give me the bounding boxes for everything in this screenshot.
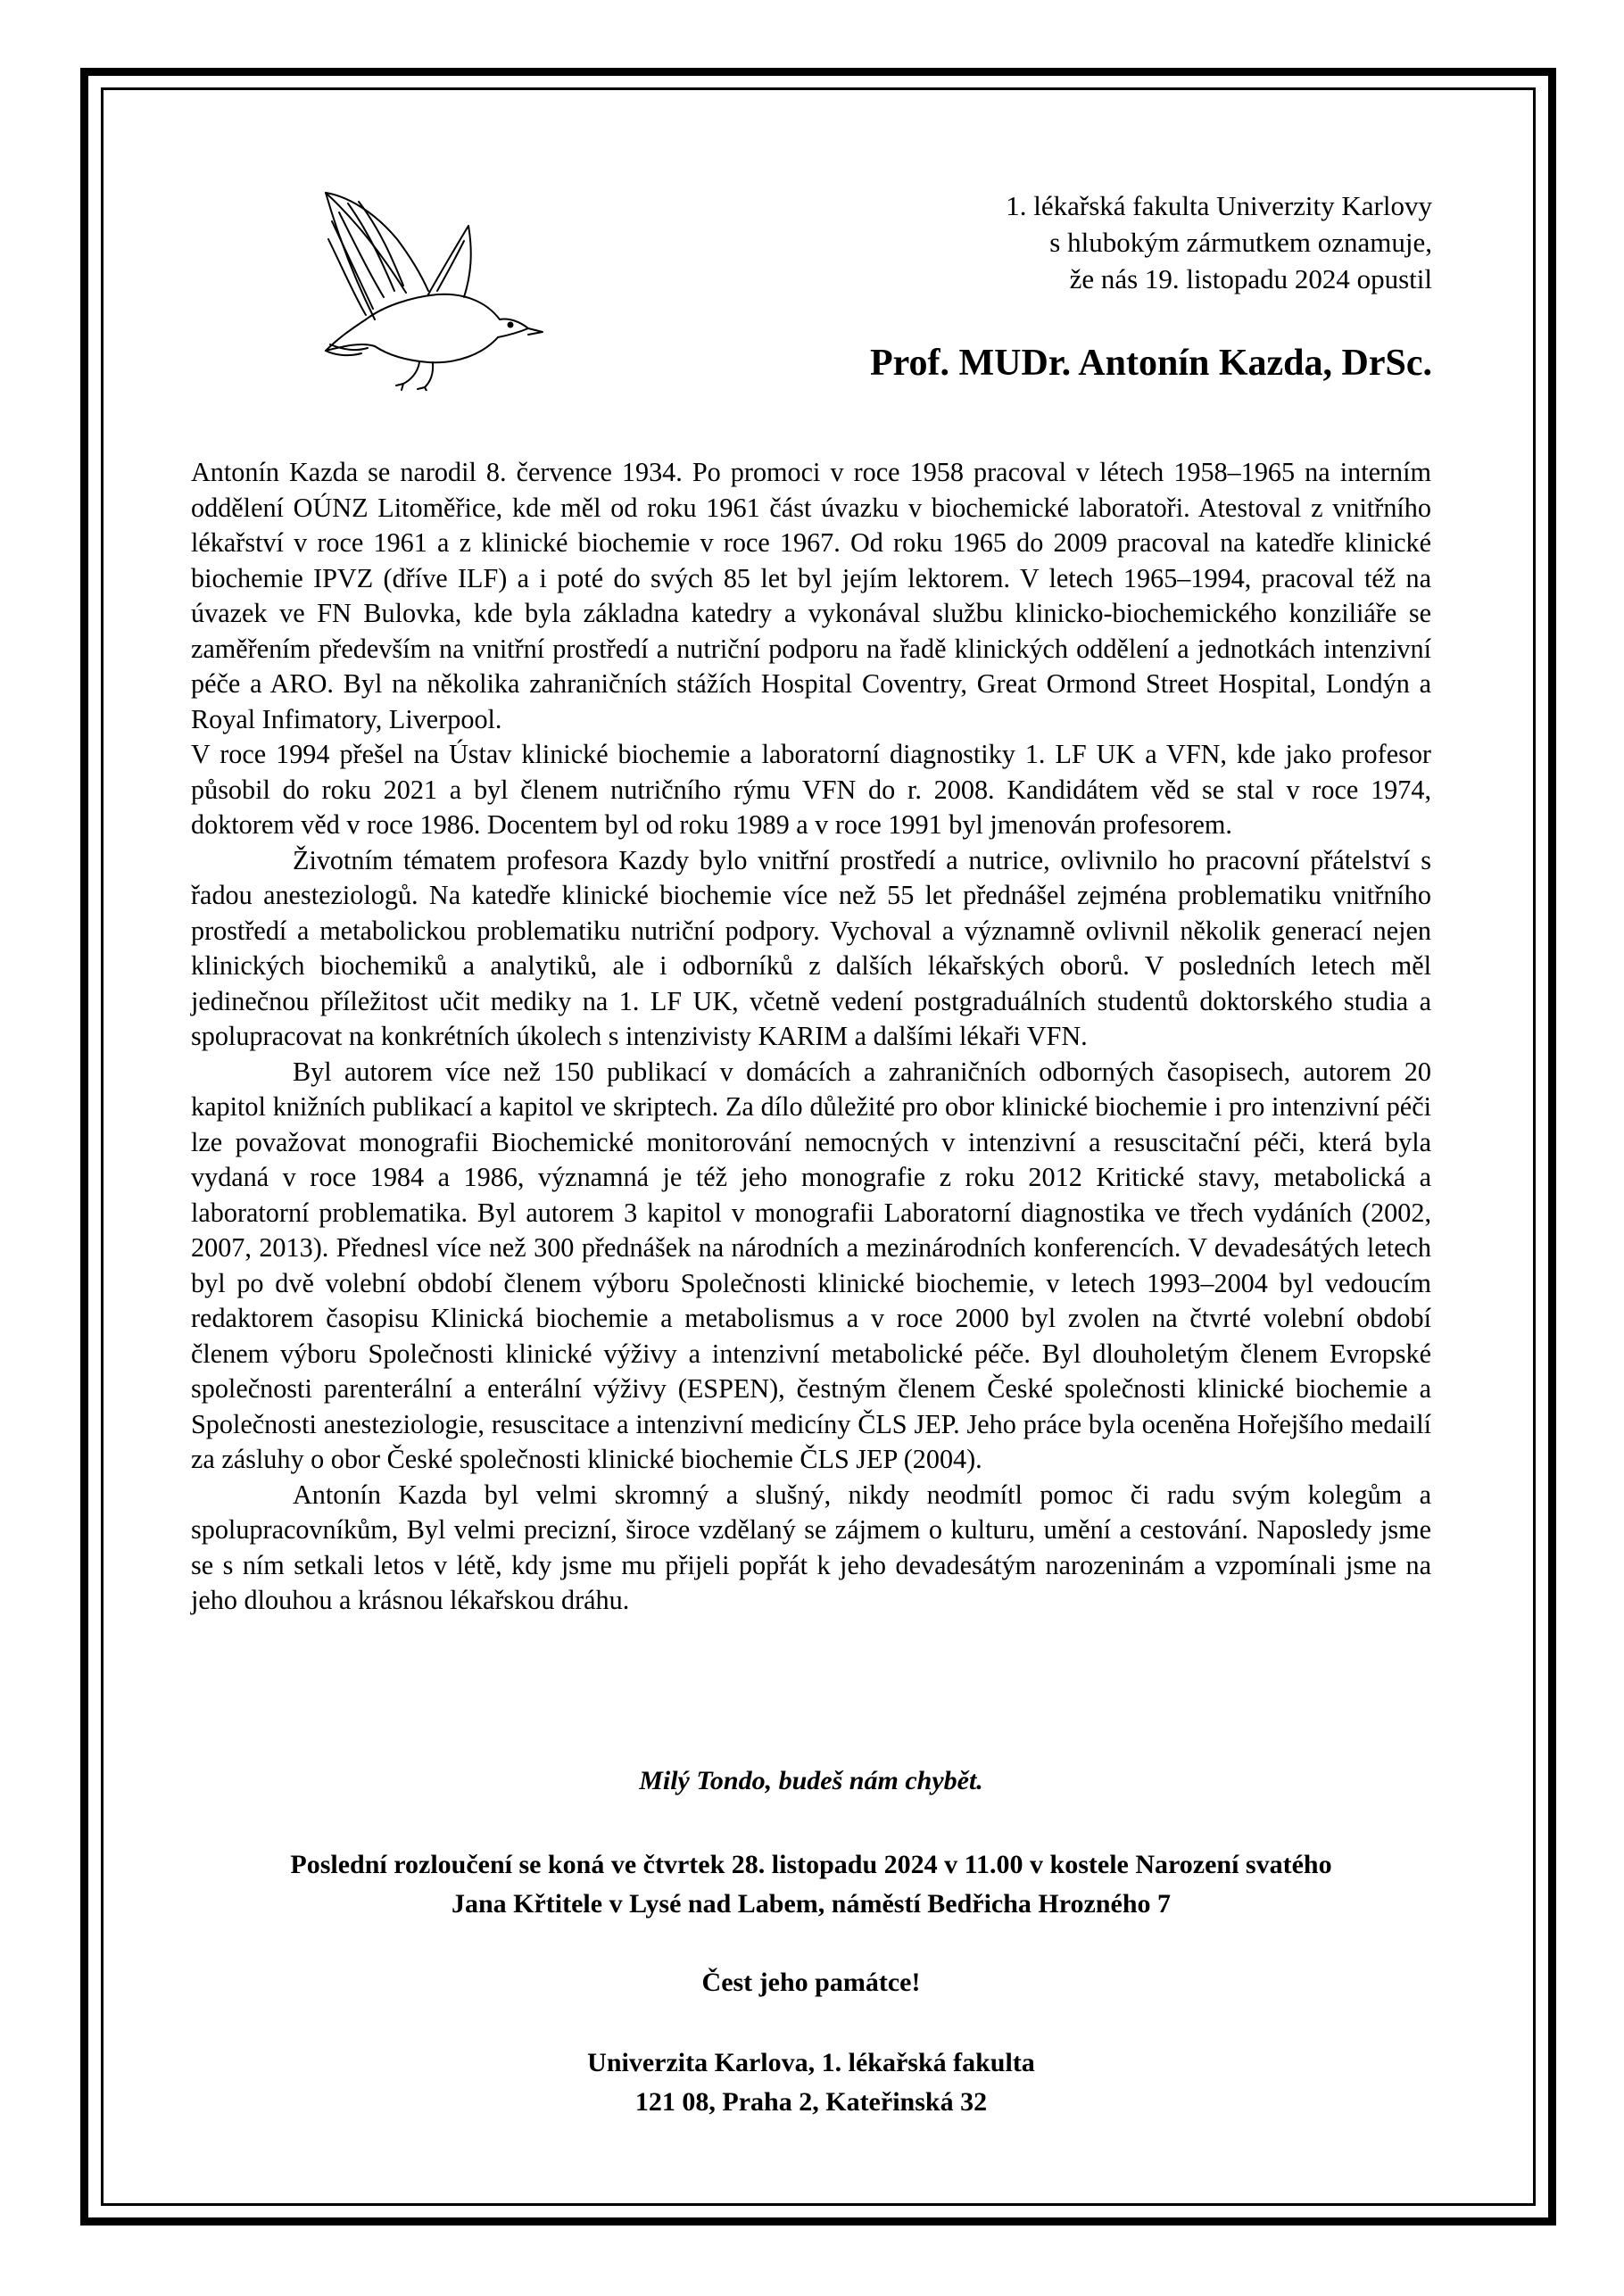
- dove-icon: [321, 186, 553, 391]
- obituary-body: [191, 455, 1431, 1619]
- funeral-info-line-1: Poslední rozloučení se koná ve čtvrtek 28. listopadu 2024 v 11.00 v kostele Narození svatého: [290, 1850, 1332, 1879]
- paragraph-publications: Byl autorem více než 150 publikací v domácích a zahraničních odborných časopisech, autorem 20 kapitol knižních publikací a kapitol ve skriptech. Za dílo důležité pro obor klinické biochemie i pro intenzivní péči lze považovat monografii Biochemické monitorování nemocných v intenzivní a resuscitační péči, která byla vydaná v roce 1984 a 1986, významná je též jeho monografie z roku 2012 Kritické stavy, metabolická a laboratorní problematika. Byl autorem 3 kapitol v monografii Laboratorní diagnostika ve třech vydáních (2002, 2007, 2013). Přednesl více než 300 přednášek na národních a mezinárodních konferencích. V devadesátých letech byl po dvě volební období členem výboru Společnosti klinické biochemie, v letech 1993–2004 byl vedoucím redaktorem časopisu Klinická biochemie a metabolismus a v roce 2000 byl zvolen na čtvrté volební období členem výboru Společnosti klinické výživy a intenzivní metabolické péče. Byl dlouholetým členem Evropské společnosti parenterální a enterální výživy (ESPEN), čestným členem České společnosti klinické biochemie a Společnosti anesteziologie, resuscitace a intenzivní medicíny ČLS JEP. Jeho práce byla oceněna Hořejšího medailí za zásluhy o obor České společnosti klinické biochemie ČLS JEP (2004).: [191, 1056, 1431, 1474]
- farewell-line: Milý Tondo, budeš nám chybět.: [639, 1766, 983, 1795]
- paragraph-career: V roce 1994 přešel na Ústav klinické biochemie a laboratorní diagnostiky 1. LF UK a VFN, kde jako profesor působil do roku 2021 a byl členem nutričního rýmu VFN do r. 2008. Kandidátem věd se stal v roce 1974, doktorem věd v roce 1986. Docentem byl od roku 1989 a v roce 1991 byl jmenován profesorem.: [191, 739, 1431, 840]
- announcement-header: [1006, 187, 1432, 297]
- funeral-info: [191, 1845, 1431, 1924]
- institution-address: [191, 2043, 1431, 2122]
- paragraph-personal: Antonín Kazda byl velmi skromný a slušný, nikdy neodmítl pomoc či radu svým kolegům a spolupracovníkům, Byl velmi precizní, široce vzdělaný se zájmem o kulturu, umění a cestování. Naposledy jsme se s ním setkali letos v létě, kdy jsme mu přijeli popřát k jeho devadesátým narozeninám a vzpomínali jsme na jeho dlouhou a krásnou lékařskou dráhu.: [191, 1479, 1431, 1615]
- paragraph-topics: Životním tématem profesora Kazdy bylo vnitřní prostředí a nutrice, ovlivnilo ho pracovní přátelství s řadou anesteziologů. Na katedře klinické biochemie více než 55 let přednášel zejména problematiku vnitřního prostředí a metabolickou problematiku nutriční podpory. Vychoval a významně ovlivnil několik generací nejen klinických biochemiků a analytiků, ale i odborníků z dalších lékařských oborů. V posledních letech měl jedinečnou příležitost učit mediky na 1. LF UK, včetně vedení postgraduálních studentů doktorského studia a spolupracovat na konkrétních úkolech s intenzivisty KARIM a dalšími lékaři VFN.: [191, 844, 1431, 1051]
- paragraph-biography: Antonín Kazda se narodil 8. července 1934. Po promoci v roce 1958 pracoval v létech 1958–1965 na interním oddělení OÚNZ Litoměřice, kde měl od roku 1961 část úvazku v biochemické laboratoři. Atestoval z vnitřního lékařství v roce 1961 a z klinické biochemie v roce 1967. Od roku 1965 do 2009 pracoval na katedře klinické biochemie IPVZ (dříve ILF) a i poté do svých 85 let byl jejím lektorem. V letech 1965–1994, pracoval též na úvazek ve FN Bulovka, kde byla základna katedry a vykonával službu klinicko-biochemického konziliáře se zaměřením především na vnitřní prostředí a nutriční podporu na řadě klinických oddělení a jednotkách intenzivní péče a ARO. Byl na několika zahraničních stážích Hospital Coventry, Great Ormond Street Hospital, Londýn a Royal Infimatory, Liverpool.: [191, 457, 1431, 734]
- header-line-2: s hlubokým zármutkem oznamuje,: [1049, 227, 1432, 258]
- deceased-name: Prof. MUDr. Antonín Kazda, DrSc.: [870, 343, 1432, 384]
- funeral-info-line-2: Jana Křtitele v Lysé nad Labem, náměstí Bedřicha Hrozného 7: [451, 1889, 1172, 1919]
- header-line-3: že nás 19. listopadu 2024 opustil: [1069, 263, 1432, 294]
- header-line-1: 1. lékařská fakulta Univerzity Karlovy: [1006, 190, 1432, 221]
- address-line-1: Univerzita Karlova, 1. lékařská fakulta: [587, 2048, 1035, 2077]
- address-line-2: 121 08, Praha 2, Kateřinská 32: [634, 2087, 988, 2117]
- honor-line: Čest jeho památce!: [701, 1968, 921, 1997]
